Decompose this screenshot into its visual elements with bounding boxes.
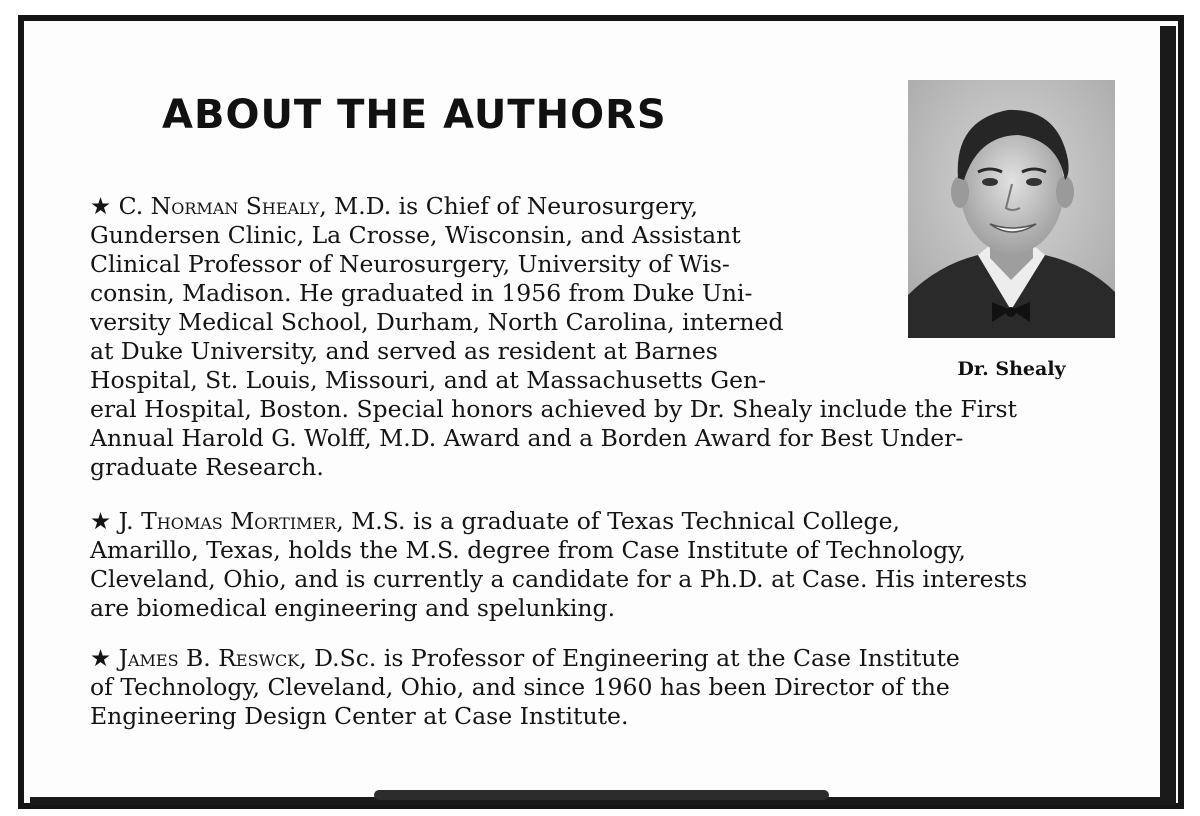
bio-line — [90, 507, 1120, 536]
bio-line: of Technology, Cleveland, Ohio, and since 1960 has been Director of the — [90, 673, 950, 701]
author-name: James B. Reswck — [118, 644, 300, 672]
bio-mortimer — [90, 507, 1120, 623]
bio-line: Clinical Professor of Neurosurgery, University of Wis- — [90, 250, 730, 278]
bio-line: Amarillo, Texas, holds the M.S. degree from Case Institute of Technology, — [90, 536, 966, 564]
author-degree: , M.S. is a graduate of Texas Technical College, — [336, 507, 900, 535]
author-name: J. Thomas Mortimer — [118, 507, 337, 535]
bio-line: Annual Harold G. Wolff, M.D. Award and a Borden Award for Best Under- — [90, 424, 964, 452]
bio-line: Hospital, St. Louis, Missouri, and at Massachusetts Gen- — [90, 366, 767, 394]
author-degree: , M.D. is Chief of Neurosurgery, — [319, 192, 698, 220]
bio-line: Engineering Design Center at Case Institute. — [90, 702, 629, 730]
author-photo — [908, 80, 1115, 338]
portrait-image — [908, 80, 1115, 338]
star-icon: ★ — [90, 507, 112, 535]
bio-line: eral Hospital, Boston. Special honors achieved by Dr. Shealy include the First — [90, 395, 1017, 423]
horizontal-scrollbar[interactable] — [374, 790, 829, 800]
bio-shealy — [90, 192, 1017, 482]
bio-line — [90, 192, 831, 221]
bio-line: consin, Madison. He graduated in 1956 from Duke Uni- — [90, 279, 753, 307]
star-icon: ★ — [90, 192, 112, 220]
bio-line: at Duke University, and served as resident at Barnes — [90, 337, 718, 365]
bio-line: Gundersen Clinic, La Crosse, Wisconsin, and Assistant — [90, 221, 741, 249]
bio-reswck — [90, 644, 1120, 731]
author-degree: , D.Sc. is Professor of Engineering at the Case Institute — [299, 644, 960, 672]
bio-line: Cleveland, Ohio, and is currently a candidate for a Ph.D. at Case. His interests — [90, 565, 1028, 593]
page-title: ABOUT THE AUTHORS — [162, 92, 667, 138]
bio-line: graduate Research. — [90, 453, 324, 481]
bio-line: are biomedical engineering and spelunking. — [90, 594, 616, 622]
photo-caption: Dr. Shealy — [957, 358, 1066, 380]
right-edge-shadow — [1160, 26, 1176, 804]
bio-line: versity Medical School, Durham, North Carolina, interned — [90, 308, 784, 336]
star-icon: ★ — [90, 644, 112, 672]
bio-line — [90, 644, 1120, 673]
author-name: C. Norman Shealy — [118, 192, 320, 220]
